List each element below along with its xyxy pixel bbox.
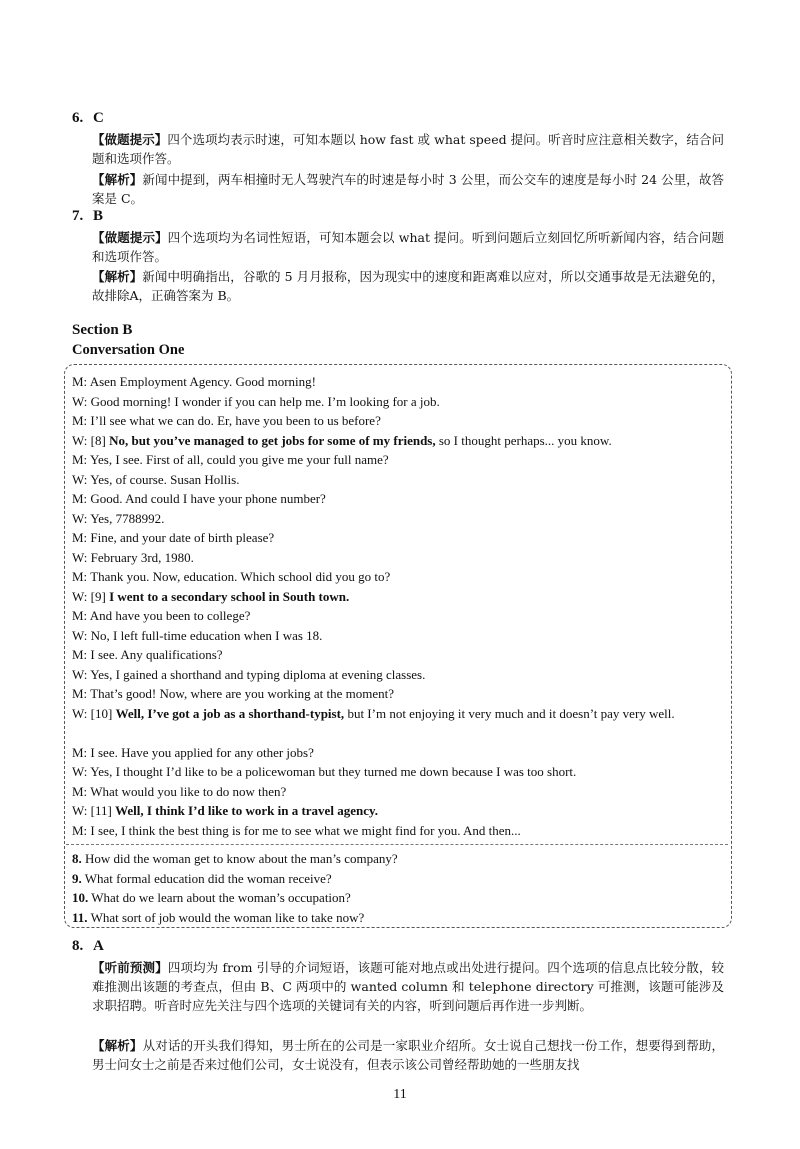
dialogue-text: I see. Any qualifications?: [90, 647, 223, 662]
page-number: 11: [393, 1087, 407, 1102]
speaker-label: W:: [72, 588, 88, 604]
question-marker: [11]: [90, 803, 112, 818]
analysis-tag: 【解析】: [92, 172, 143, 187]
key-answer-text: Well, I think I’d like to work in a travel agency.: [115, 803, 378, 818]
dialogue-text: And have you been to college?: [89, 608, 251, 623]
analysis-tag: 【解析】: [92, 269, 143, 284]
dialogue-text: I’ll see what we can do. Er, have you been to us before?: [90, 413, 381, 428]
question-number: 9.: [72, 870, 82, 886]
dialogue-text: Yes, I gained a shorthand and typing diploma at evening classes.: [90, 666, 426, 682]
question-text: What formal education did the woman receive?: [84, 870, 332, 886]
dialogue-line: [72, 489, 732, 509]
analysis-text: 新闻中提到，两车相撞时无人驾驶汽车的时速是每小时 3 公里，而公交车的速度是每小时 24 公里，故答案是 C。: [92, 172, 724, 206]
conversation-title: Conversation One: [72, 342, 185, 358]
question-marker: [10]: [90, 705, 113, 721]
dialogue-text: I see. Have you applied for any other jobs?: [90, 744, 314, 760]
dialogue-line: [72, 528, 732, 548]
question-marker: [9]: [90, 588, 106, 604]
dialogue-text: February 3rd, 1980.: [90, 549, 194, 565]
speaker-label: M:: [72, 783, 88, 799]
speaker-label: W:: [72, 549, 88, 565]
hint-tag: 【做题提示】: [92, 230, 168, 245]
dialogue-text: Good. And could I have your phone number?: [90, 491, 326, 506]
item-7-analysis: [92, 267, 724, 305]
dialogue-line: [72, 470, 732, 490]
item-number: 6.: [72, 110, 84, 126]
question-number: 11.: [72, 909, 88, 925]
hint-text: 四个选项均表示时速，可知本题以 how fast 或 what speed 提问。听音时应注意相关数字，结合问题和选项作答。: [92, 132, 724, 166]
item-6-analysis: [92, 170, 724, 208]
question-text: How did the woman get to know about the man’s company?: [85, 851, 398, 866]
speaker-label: M:: [72, 452, 88, 467]
speaker-label: W:: [72, 393, 88, 409]
item-answer: A: [93, 938, 104, 954]
item-6-hint: [92, 130, 724, 168]
dialogue-line: [72, 821, 732, 841]
item-number: 8.: [72, 938, 84, 954]
analysis-text: 新闻中明确指出，谷歌的 5 月月报称，因为现实中的速度和距离难以应对，所以交通事故是无法避免的，故排除A，正确答案为 B。: [92, 269, 724, 303]
dialogue-line: [72, 684, 732, 704]
speaker-label: M:: [72, 647, 88, 662]
dialogue-line: [72, 372, 732, 392]
dialogue-line: [72, 392, 732, 412]
dialogue-line: [72, 743, 732, 763]
question-text: What do we learn about the woman’s occupation?: [91, 890, 351, 905]
dialogue-text: so I thought perhaps... you know.: [438, 432, 612, 448]
preview-text: 四项均为 from 引导的介词短语，该题可能对地点或出处进行提问。四个选项的信息点比较分散，较难推测出该题的考查点，但由 B、C 两项中的 wanted column 和 telephone directory 可推测，该题可能涉及求职招聘。听音时应先关注与四个选项的关键词有关的内容，听到问题后再作进一步判断。: [92, 960, 724, 1013]
dialogue-line: [72, 782, 732, 802]
speaker-label: M:: [72, 686, 88, 701]
dialogue-line: [72, 548, 732, 568]
speaker-label: M:: [72, 569, 88, 584]
dialogue-text: Fine, and your date of birth please?: [90, 530, 275, 545]
dialogue-line: [72, 704, 724, 724]
speaker-label: W:: [72, 627, 88, 643]
item-8-analysis: [92, 1036, 724, 1074]
dialogue-text: Yes, I thought I’d like to be a policewoman but they turned me down because I was too short.: [90, 764, 577, 779]
dialogue-line: [72, 567, 732, 587]
dialogue-line: [72, 645, 732, 665]
dialogue-text: What would you like to do now then?: [90, 783, 287, 799]
item-7-heading: [72, 208, 103, 225]
key-answer-text: Well, I’ve got a job as a shorthand-typist,: [115, 705, 345, 721]
speaker-label: M:: [72, 530, 88, 545]
dialogue-text: Yes, of course. Susan Hollis.: [90, 471, 240, 487]
dialogue-line: [72, 450, 732, 470]
speaker-label: W:: [72, 471, 88, 487]
preview-tag: 【听前预测】: [92, 960, 168, 975]
dialogue-line: [72, 665, 732, 685]
analysis-tag: 【解析】: [92, 1038, 143, 1053]
speaker-label: W:: [72, 666, 88, 682]
dialogue-text: Yes, I see. First of all, could you give me your full name?: [89, 452, 389, 467]
question-number: 8.: [72, 851, 82, 866]
key-answer-text: I went to a secondary school in South town.: [109, 588, 350, 604]
hint-text: 四个选项均为名词性短语，可知本题会以 what 提问。听到问题后立刻回忆所听新闻内容，结合问题和选项作答。: [92, 230, 724, 264]
dialogue-line: [72, 606, 732, 626]
section-title: Section B: [72, 322, 133, 338]
dialogue-text: I see, I think the best thing is for me to see what we might find for you. And then...: [90, 822, 521, 838]
speaker-label: M:: [72, 822, 88, 838]
speaker-label: M:: [72, 413, 88, 428]
question-line: [72, 908, 732, 928]
speaker-label: W:: [72, 432, 88, 448]
item-7-hint: [92, 228, 724, 266]
speaker-label: M:: [72, 374, 88, 389]
dialogue-line: [72, 762, 732, 782]
item-answer: C: [93, 110, 104, 126]
analysis-text: 从对话的开头我们得知，男士所在的公司是一家职业介绍所。女士说自己想找一份工作，想要得到帮助，男士问女士之前是否来过他们公司，女士说没有，但表示该公司曾经帮助她的一些朋友找: [92, 1038, 724, 1072]
dialogue-text: but I’m not enjoying it very much and it doesn’t pay very well.: [347, 705, 675, 721]
item-8-preview: [92, 958, 724, 1015]
dialogue-line: [72, 626, 732, 646]
question-number: 10.: [72, 890, 89, 905]
speaker-label: M:: [72, 608, 88, 623]
speaker-label: W:: [72, 705, 88, 721]
speaker-label: M:: [72, 491, 88, 506]
question-text: What sort of job would the woman like to take now?: [90, 909, 365, 925]
dialogue-text: No, I left full-time education when I was 18.: [90, 627, 323, 643]
speaker-label: W:: [72, 803, 88, 818]
speaker-label: W:: [72, 764, 88, 779]
question-line: [72, 869, 732, 889]
item-number: 7.: [72, 208, 84, 224]
question-line: [72, 849, 732, 869]
speaker-label: M:: [72, 744, 88, 760]
item-answer: B: [93, 208, 104, 224]
dialogue-line: [72, 509, 732, 529]
key-answer-text: No, but you’ve managed to get jobs for some of my friends,: [109, 432, 436, 448]
dialogue-text: Asen Employment Agency. Good morning!: [89, 374, 316, 389]
speaker-label: W:: [72, 510, 88, 526]
dialogue-line: [72, 431, 732, 451]
question-line: [72, 888, 732, 908]
hint-tag: 【做题提示】: [92, 132, 168, 147]
dialogue-line: [72, 801, 732, 821]
dialogue-text: That’s good! Now, where are you working at the moment?: [90, 686, 395, 701]
question-marker: [8]: [90, 432, 106, 448]
dialogue-text: Good morning! I wonder if you can help me. I’m looking for a job.: [90, 393, 440, 409]
dialogue-text: Thank you. Now, education. Which school did you go to?: [90, 569, 391, 584]
dialogue-text: Yes, 7788992.: [90, 510, 165, 526]
item-6-heading: [72, 110, 104, 127]
dialogue-line: [72, 587, 732, 607]
item-8-heading: [72, 938, 104, 955]
question-divider: [66, 844, 728, 845]
dialogue-line: [72, 411, 732, 431]
